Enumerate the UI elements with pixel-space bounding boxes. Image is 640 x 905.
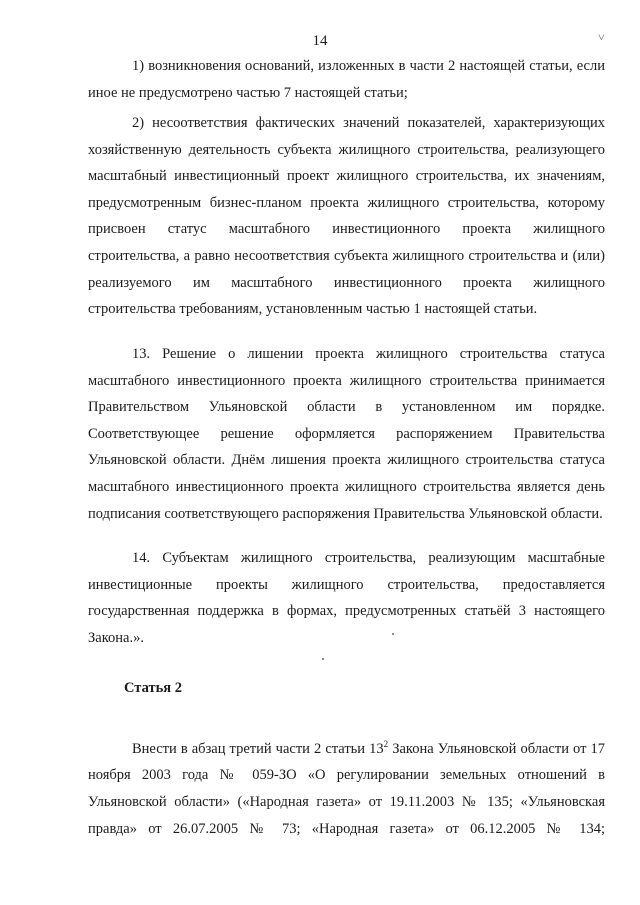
superscript: 2 [383, 739, 389, 749]
scan-dust [392, 633, 394, 635]
scan-dust [322, 658, 324, 660]
paragraph-item-2: 2) несоответствия фактических значений показателей, характеризующих хозяйственную деятельность субъекта жилищного строительства, реализующего масштабный инвестиционный проект жилищного строительства, их значениям, предусмотренным бизнес-планом проекта жилищного строительства, которому присвоен статус масштабного инвестиционного проекта жилищного строительства, а равно несоответствия субъекта жилищного строительства и (или) реализуемого им масштабного инвестиционного проекта жилищного строительства требованиям, установленным частью 1 настоящей статьи. [88, 115, 605, 318]
paragraph-section-14: 14. Субъектам жилищного строительства, реализующим масштабные инвестиционные проекты жилищного строительства, предоставляется государственная поддержка в формах, предусмотренных статьёй 3 настоящего Закона.». [88, 550, 605, 646]
article-heading: Статья 2 [124, 680, 182, 696]
scan-mark: ˅ [598, 30, 605, 44]
paragraph-section-13: 13. Решение о лишении проекта жилищного строительства статуса масштабного инвестиционного проекта жилищного строительства принимается Правительством Ульяновской области в установленном им порядке. Соответствующее решение оформляется распоряжением Правительства Ульяновской области. Днём лишения проекта жилищного строительства статуса масштабного инвестиционного проекта жилищного строительства является день подписания соответствующего распоряжения Правительства Ульяновской области. [88, 346, 605, 522]
article-2-text-start: Внести в абзац третий части 2 статьи 13 [132, 740, 384, 757]
article-2-text-rest: Закона Ульяновской области от 17 ноября 2003 года № 059-ЗО «О регулировании земельных отношений в Ульяновской области» («Народная газета» от 19.11.2003 № 135; «Ульяновская правда» от 26.07.2005 № 73; «Народная газета» от 06.12.2005 № 134; [88, 740, 605, 837]
page-number: 14 [312, 33, 328, 49]
paragraph-article-2 [88, 731, 605, 842]
paragraph-item-1: 1) возникновения оснований, изложенных в части 2 настоящей статьи, если иное не предусмотрено частью 7 настоящей статьи; [88, 58, 605, 101]
